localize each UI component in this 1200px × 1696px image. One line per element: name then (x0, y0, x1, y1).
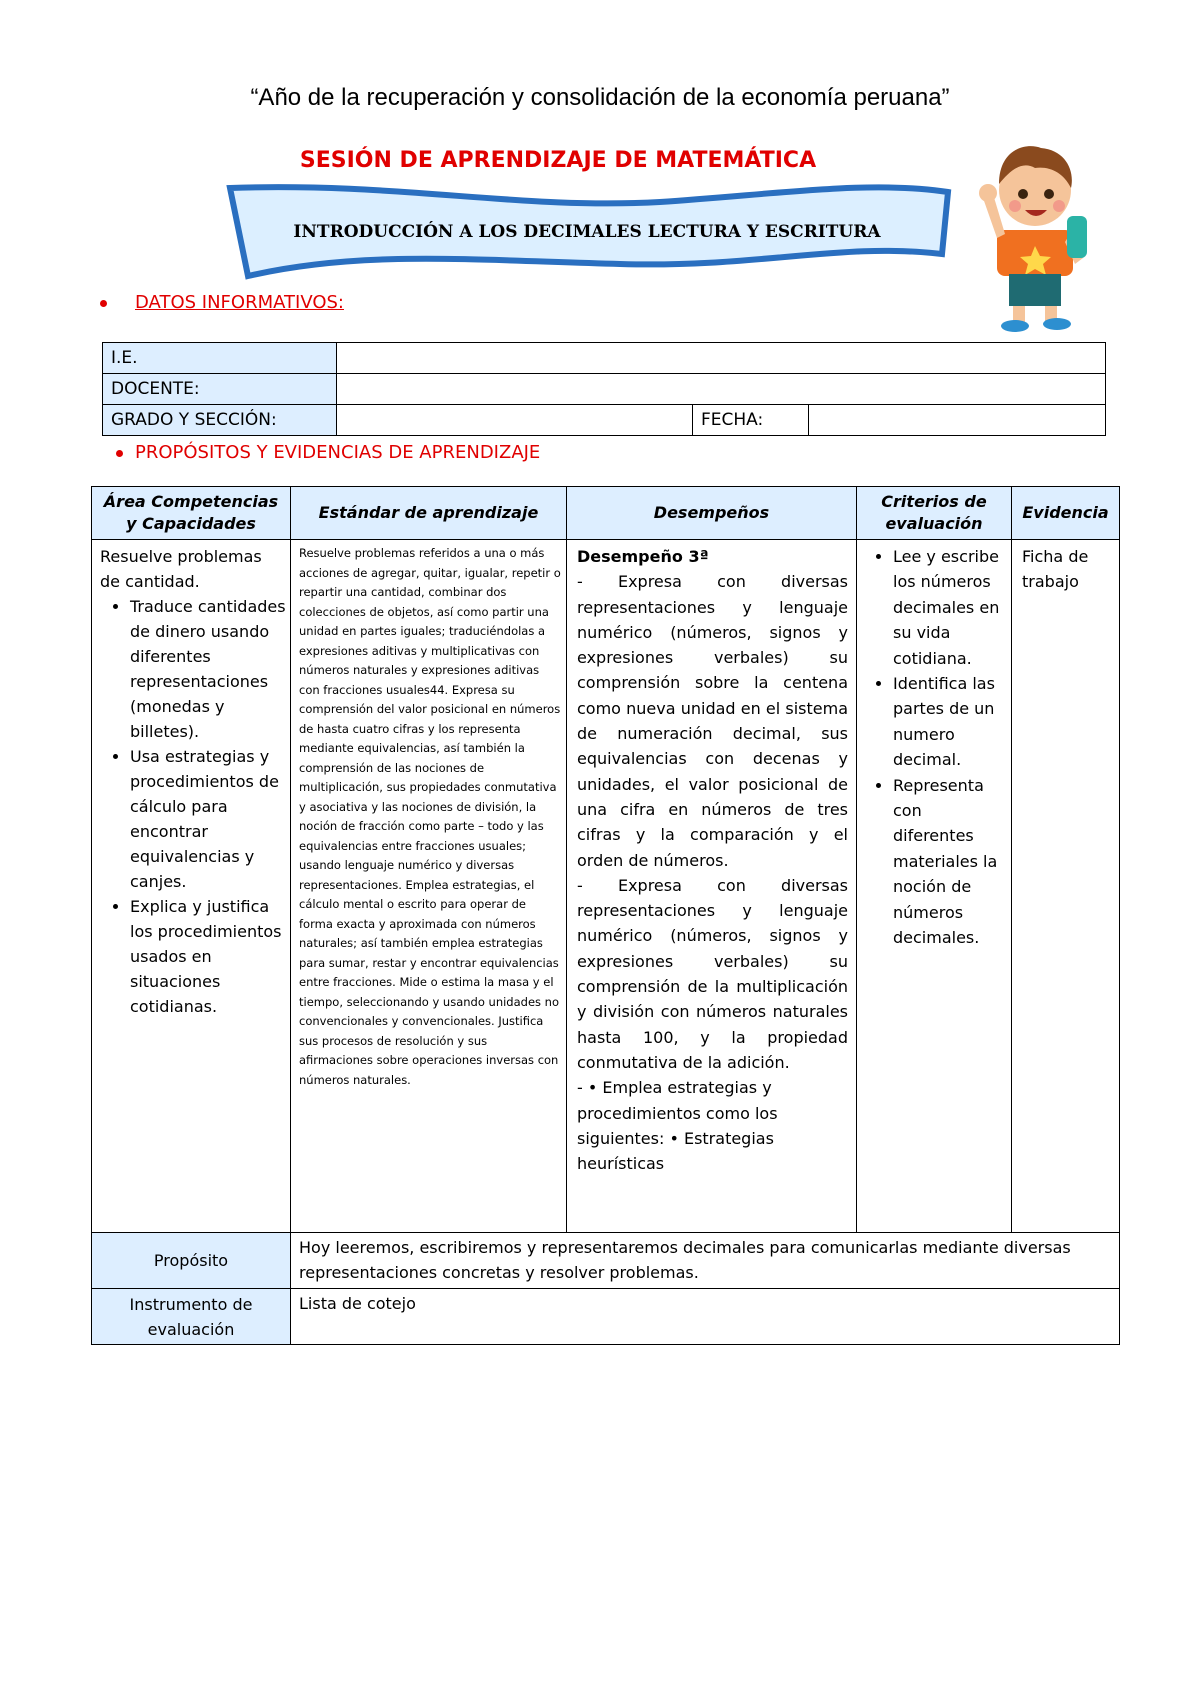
list-item: • Usa estrategias y procedimientos de cálculo para encontrar equivalencias y canjes. (130, 744, 286, 894)
criterios-list (863, 544, 1007, 951)
fecha-label: FECHA: (693, 405, 809, 436)
ie-field[interactable] (337, 343, 1106, 374)
competencia-intro: Resuelve problemas de cantidad. (100, 547, 262, 591)
section-datos-label: DATOS INFORMATIVOS: (135, 292, 344, 313)
boy-illustration (975, 138, 1095, 333)
ie-label: I.E. (103, 343, 337, 374)
estandar-cell: Resuelve problemas referidos a una o más acciones de agregar, quitar, igualar, repetir o repartir una cantidad, combinar dos colecciones de objetos, así como partir una unidad en partes iguales; traduciéndolas a expresiones aditivas y multiplicativas con números naturales y expresiones aditivas con fracciones usuales44. Expresa su comprensión del valor posicional en números de hasta cuatro cifras y los representa mediante equivalencias, así también la comprensión de las nociones de multiplicación, sus propiedades conmutativa y asociativa y las nociones de división, la noción de fracción como parte – todo y las equivalencias entre fracciones usuales; usando lenguaje numérico y diversas representaciones. Emplea estrategias, el cálculo mental o escrito para operar de forma exacta y aproximada con números naturales; así también emplea estrategias para sumar, restar y encontrar equivalencias entre fracciones. Mide o estima la masa y el tiempo, seleccionando y usando unidades no convencionales y convencionales. Justifica sus procesos de resolución y sus afirmaciones sobre operaciones inversas con números naturales. (291, 540, 567, 1233)
section-propositos-label: PROPÓSITOS Y EVIDENCIAS DE APRENDIZAJE (135, 442, 541, 463)
capacidades-list (100, 594, 286, 1019)
fecha-field[interactable] (809, 405, 1106, 436)
info-row-ie (103, 343, 1106, 374)
list-item: • Representa con diferentes materiales la noción de números decimales. (893, 773, 1007, 951)
instrumento-label: Instrumento de evaluación (92, 1289, 291, 1345)
instrumento-row (92, 1289, 1120, 1345)
docente-label: DOCENTE: (103, 374, 337, 405)
topic-title: INTRODUCCIÓN A LOS DECIMALES LECTURA Y ESCRITURA (293, 222, 881, 242)
bullet-icon (116, 450, 123, 457)
list-item: • Explica y justifica los procedimientos usados en situaciones cotidianas. (130, 894, 286, 1019)
grado-field[interactable] (337, 405, 693, 436)
header-evidencia: Evidencia (1012, 487, 1120, 540)
instrumento-text: Lista de cotejo (291, 1289, 1120, 1345)
section-datos-informativos (100, 292, 344, 313)
learning-table (91, 486, 1120, 1345)
list-item: • Identifica las partes de un numero decimal. (893, 671, 1007, 773)
proposito-label: Propósito (92, 1233, 291, 1289)
table-header-row (92, 487, 1120, 540)
section-propositos (116, 442, 540, 463)
header-desempenos: Desempeños (567, 487, 857, 540)
info-row-docente (103, 374, 1106, 405)
list-item: • Lee y escribe los números decimales en su vida cotidiana. (893, 544, 1007, 671)
header-quote: “Año de la recuperación y consolidación de la economía peruana” (250, 84, 950, 111)
bullet-icon (100, 300, 107, 307)
info-row-grado (103, 405, 1106, 436)
header-estandar: Estándar de aprendizaje (291, 487, 567, 540)
header-area: Área Competencias y Capacidades (92, 487, 291, 540)
desempeno-title: Desempeño 3ª (577, 547, 709, 566)
proposito-text: Hoy leeremos, escribiremos y representaremos decimales para comunicarlas mediante diversas representaciones concretas y resolver problemas. (291, 1233, 1120, 1289)
evidencia-cell: Ficha de trabajo (1012, 540, 1120, 1233)
desempenos-cell (567, 540, 857, 1233)
header-criterios: Criterios de evaluación (857, 487, 1012, 540)
proposito-row (92, 1233, 1120, 1289)
session-title: SESIÓN DE APRENDIZAJE DE MATEMÁTICA (299, 148, 817, 173)
list-item: - Expresa con diversas representaciones y lenguaje numérico (números, signos y expresiones verbales) su comprensión de la multiplicación y división con números naturales hasta 100, y la propiedad conmutativa de la adición. (577, 875, 848, 1072)
grado-label: GRADO Y SECCIÓN: (103, 405, 337, 436)
docente-field[interactable] (337, 374, 1106, 405)
criterios-cell (857, 540, 1012, 1233)
info-table (102, 342, 1106, 436)
table-row (92, 540, 1120, 1233)
competencias-cell (92, 540, 291, 1233)
list-item: • Traduce cantidades de dinero usando diferentes representaciones (monedas y billetes). (130, 594, 286, 744)
list-item: - Expresa con diversas representaciones y lenguaje numérico (números, signos y expresiones verbales) su comprensión sobre la centena como nueva unidad en el sistema de numeración decimal, sus equivalencias con decenas y unidades, el valor posicional de una cifra en números de tres cifras y la comparación y el orden de números. (577, 572, 848, 870)
list-item: - • Emplea estrategias y procedimientos como los siguientes: • Estrategias heurísticas (577, 1078, 778, 1174)
